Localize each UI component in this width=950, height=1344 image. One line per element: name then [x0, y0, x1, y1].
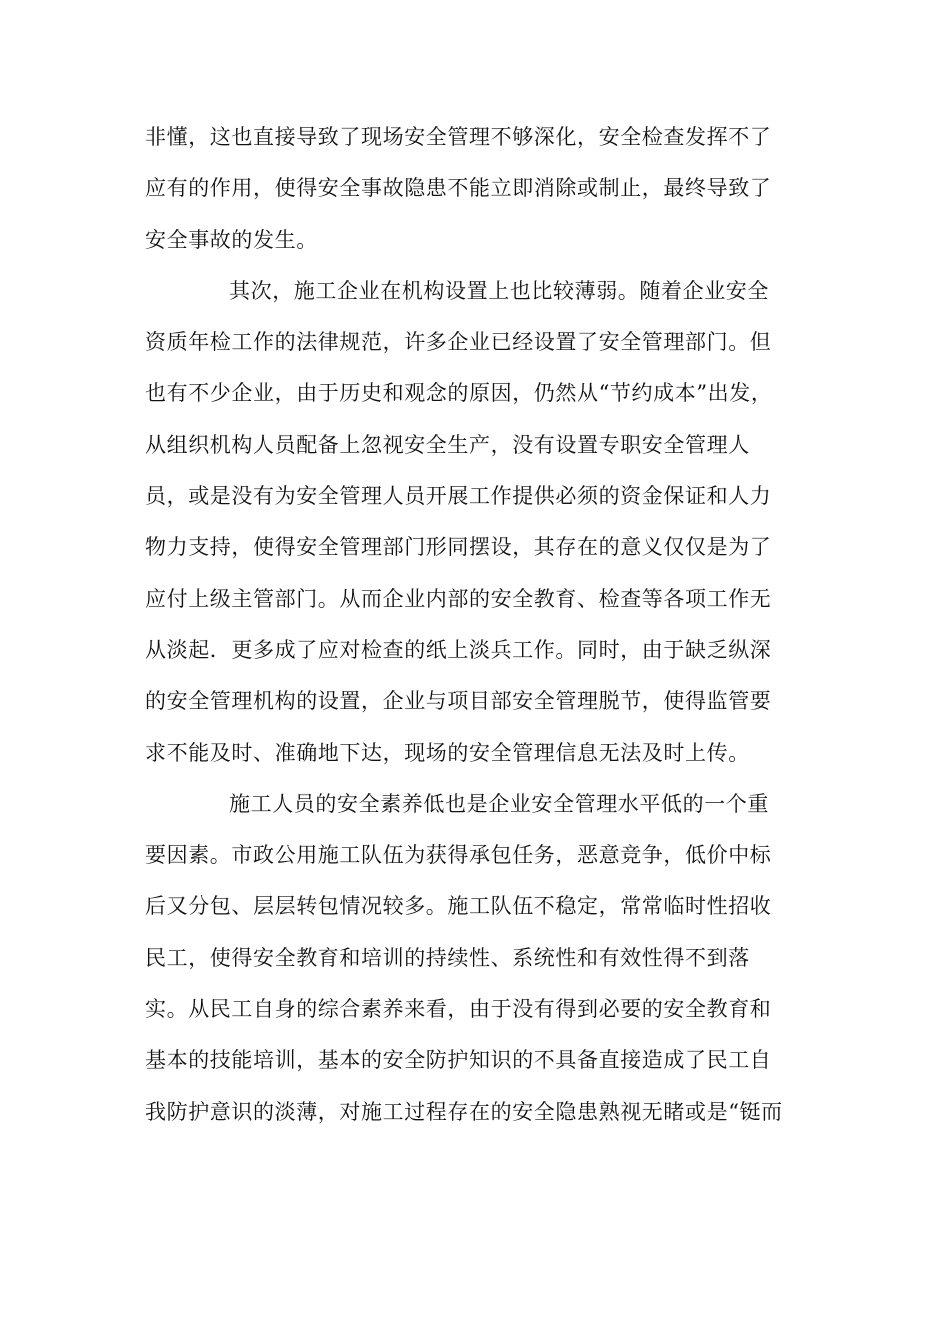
text-line: 我防护意识的淡薄，对施工过程存在的安全隐患熟视无睹或是“铤而	[145, 1099, 783, 1124]
text-line: 后又分包、层层转包情况较多。施工队伍不稳定，常常临时性招收	[145, 894, 772, 919]
text-line: 求不能及时、准确地下达，现场的安全管理信息无法及时上传。	[145, 740, 750, 765]
text-line: 要因素。市政公用施工队伍为获得承包任务，恶意竞争，低价中标	[145, 843, 772, 868]
text-line: 应付上级主管部门。从而企业内部的安全教育、检查等各项工作无	[145, 586, 772, 611]
text-line: 的安全管理机构的设置，企业与项目部安全管理脱节，使得监管要	[145, 689, 772, 714]
text-line: 应有的作用，使得安全事故隐患不能立即消除或制止，最终导致了	[145, 176, 772, 201]
text-line: 资质年检工作的法律规范，许多企业已经设置了安全管理部门。但	[145, 330, 772, 355]
text-line: 也有不少企业，由于历史和观念的原因，仍然从“节约成本”出发，	[145, 381, 773, 406]
text-line: 安全事故的发生。	[145, 227, 318, 252]
text-line: 基本的技能培训，基本的安全防护知识的不具备直接造成了民工自	[145, 1048, 772, 1073]
text-line: 从淡起．更多成了应对检查的纸上淡兵工作。同时，由于缺乏纵深	[145, 637, 772, 662]
body-text	[145, 112, 805, 1138]
text-line: 员，或是没有为安全管理人员开展工作提供必须的资金保证和人力	[145, 484, 772, 509]
text-line: 民工，使得安全教育和培训的持续性、系统性和有效性得不到落	[145, 945, 750, 970]
text-line: 从组织机构人员配备上忽视安全生产，没有设置专职安全管理人	[145, 432, 750, 457]
text-line: 实。从民工自身的综合素养来看，由于没有得到必要的安全教育和	[145, 997, 772, 1022]
text-line: 其次，施工企业在机构设置上也比较薄弱。随着企业安全	[229, 278, 769, 303]
text-line: 非懂，这也直接导致了现场安全管理不够深化，安全检查发挥不了	[145, 125, 772, 149]
text-line: 物力支持，使得安全管理部门形同摆设，其存在的意义仅仅是为了	[145, 535, 772, 560]
text-line: 施工人员的安全素养低也是企业安全管理水平低的一个重	[229, 791, 769, 816]
